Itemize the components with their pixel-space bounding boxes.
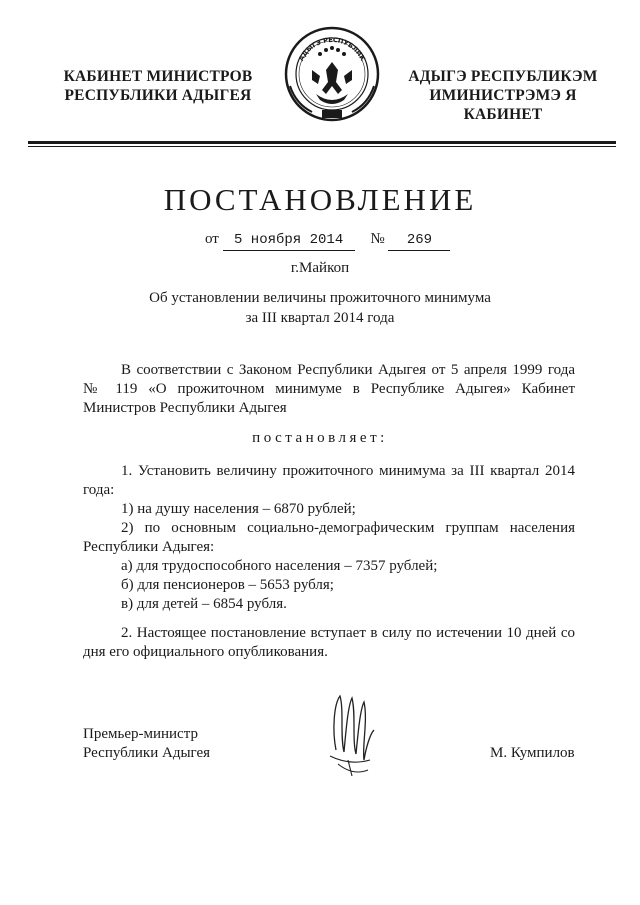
document-subject [100, 288, 540, 328]
clause-1: 1. Установить величину прожиточного минимума за III квартал 2014 года: [83, 463, 575, 498]
clause-1-item-2b: б) для пенсионеров – 5653 рубля; [121, 577, 334, 593]
clause-2: 2. Настоящее постановление вступает в силу по истечении 10 дней со дня его официального опубликования. [83, 625, 575, 660]
subject-line-2: за III квартал 2014 года [245, 310, 395, 326]
header-right-line-2: ИМИНИСТРЭМЭ Я КАБИНЕТ [429, 87, 577, 123]
handwritten-signature-icon [318, 690, 380, 778]
clause-1-item-2c: в) для детей – 6854 рубля. [121, 596, 287, 612]
header-left [58, 67, 258, 105]
clause-1-item-2: 2) по основным социально-демографическим группам населения Республики Адыгея: [83, 520, 575, 555]
signatory-position-line-2: Республики Адыгея [83, 745, 211, 761]
document-number: 269 [388, 230, 450, 251]
header-left-line-2: РЕСПУБЛИКИ АДЫГЕЯ [64, 87, 252, 104]
date-prefix: от [205, 231, 219, 247]
header-left-line-1: КАБИНЕТ МИНИСТРОВ [63, 68, 253, 85]
date-number-row [205, 229, 450, 251]
header-divider-thin [28, 146, 616, 147]
document-date: 5 ноября 2014 [223, 230, 355, 251]
clause-1-item-1: 1) на душу населения – 6870 рублей; [121, 501, 356, 517]
republic-coat-of-arms-icon [282, 24, 382, 126]
document-title: ПОСТАНОВЛЕНИЕ [163, 182, 477, 217]
preamble-paragraph: В соответствии с Законом Республики Адыгея от 5 апреля 1999 года № 119 «О прожиточном минимуме в Республике Адыгея» Кабинет Министров Республики Адыгея [83, 362, 575, 416]
signatory-position-line-1: Премьер-министр [83, 726, 198, 742]
header-right-line-1: АДЫГЭ РЕСПУБЛИКЭМ [408, 68, 598, 85]
emblem-motto: АДЫГЭ РЕСПУБЛИК [297, 35, 367, 63]
subject-line-1: Об установлении величины прожиточного минимума [149, 290, 491, 306]
header-right [392, 67, 614, 124]
resolves-heading: постановляет: [252, 430, 388, 446]
document-city: г.Майкоп [290, 260, 350, 276]
header-divider-thick [28, 141, 616, 144]
signatory-name: М. Кумпилов [490, 745, 575, 761]
clause-1-item-2a: а) для трудоспособного населения – 7357 рублей; [121, 558, 438, 574]
number-prefix: № [370, 231, 385, 247]
signatory-position [83, 725, 210, 763]
